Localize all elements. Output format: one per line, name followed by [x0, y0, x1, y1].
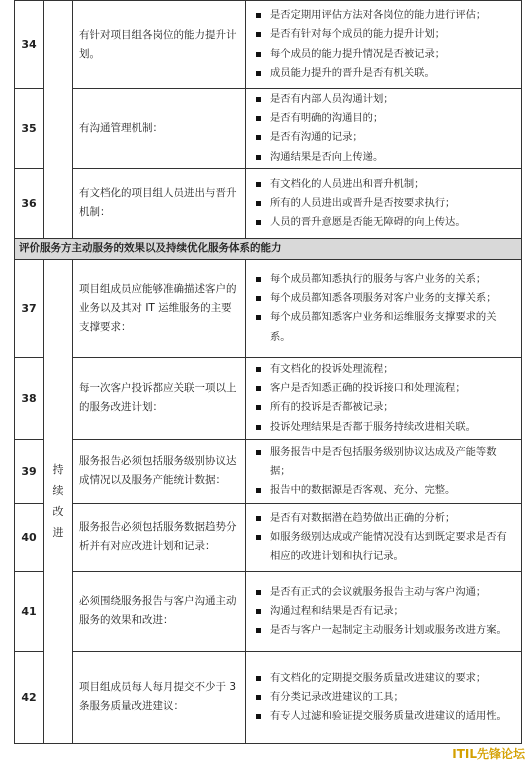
- criteria-item: 有文档化的定期提交服务质量改进建议的要求；: [250, 669, 517, 688]
- criteria-cell: [246, 651, 522, 743]
- item-number: 39: [15, 439, 44, 503]
- criteria-item: 所有的投诉是否都被记录；: [250, 398, 517, 417]
- criteria-item: 所有的人员进出或晋升是否按要求执行；: [250, 194, 517, 213]
- criteria-item: 投诉处理结果是否都于服务持续改进相关联。: [250, 418, 517, 437]
- criteria-item: 人员的晋升意愿是否能无障碍的向上传达。: [250, 213, 517, 232]
- criteria-list: [250, 175, 517, 233]
- table-row: [15, 651, 522, 743]
- requirement-text: 每一次客户投诉都应关联一项以上的服务改进计划：: [73, 357, 246, 439]
- criteria-list: [250, 360, 517, 437]
- item-number: 41: [15, 571, 44, 651]
- criteria-item: 是否有针对每个成员的能力提升计划；: [250, 25, 517, 44]
- table-row: [15, 503, 522, 571]
- criteria-item: 是否有明确的沟通目的；: [250, 109, 517, 128]
- criteria-cell: [246, 571, 522, 651]
- criteria-item: 报告中的数据源是否客观、充分、完整。: [250, 481, 517, 500]
- item-number: 34: [15, 1, 44, 89]
- criteria-cell: [246, 357, 522, 439]
- criteria-item: 沟通过程和结果是否有记录；: [250, 602, 517, 621]
- item-number: 40: [15, 503, 44, 571]
- criteria-cell: [246, 259, 522, 357]
- document-page: [14, 0, 522, 768]
- criteria-item: 成员能力提升的晋升是否有机关联。: [250, 64, 517, 83]
- item-number: 35: [15, 89, 44, 169]
- criteria-item: 有专人过滤和验证提交服务质量改进建议的适用性。: [250, 707, 517, 726]
- table-row: [15, 168, 522, 238]
- criteria-item: 每个成员都知悉各项服务对客户业务的支撑关系；: [250, 289, 517, 308]
- criteria-cell: [246, 1, 522, 89]
- criteria-item: 是否有内部人员沟通计划；: [250, 90, 517, 109]
- criteria-list: [250, 443, 517, 501]
- criteria-item: 服务报告中是否包括服务级别协议达成及产能等数据；: [250, 443, 517, 481]
- criteria-item: 是否定期用评估方法对各岗位的能力进行评估；: [250, 6, 517, 25]
- criteria-item: 有文档化的人员进出和晋升机制；: [250, 175, 517, 194]
- criteria-list: [250, 509, 517, 567]
- table-row: [15, 259, 522, 357]
- criteria-item: 每个成员都知悉执行的服务与客户业务的关系；: [250, 270, 517, 289]
- criteria-cell: [246, 439, 522, 503]
- criteria-item: 每个成员都知悉客户业务和运维服务支撑要求的关系。: [250, 308, 517, 346]
- item-number: 36: [15, 168, 44, 238]
- criteria-list: [250, 669, 517, 727]
- requirement-text: 项目组成员应能够准确描述客户的业务以及其对 IT 运维服务的主要支撑要求：: [73, 259, 246, 357]
- criteria-cell: [246, 89, 522, 169]
- criteria-item: 沟通结果是否向上传递。: [250, 148, 517, 167]
- category-label: 持续改进: [52, 463, 64, 540]
- criteria-cell: [246, 503, 522, 571]
- requirement-text: 有针对项目组各岗位的能力提升计划。: [73, 1, 246, 89]
- criteria-item: 如服务级别达成或产能情况没有达到既定要求是否有相应的改进计划和执行记录。: [250, 528, 517, 566]
- criteria-item: 是否有正式的会议就服务报告主动与客户沟通；: [250, 583, 517, 602]
- criteria-item: 客户是否知悉正确的投诉接口和处理流程；: [250, 379, 517, 398]
- requirement-text: 有沟通管理机制：: [73, 89, 246, 169]
- table-row: [15, 1, 522, 89]
- assessment-table: [14, 0, 522, 744]
- criteria-item: 是否有对数据潜在趋势做出正确的分析；: [250, 509, 517, 528]
- assessment-table-body: [15, 1, 522, 744]
- item-number: 37: [15, 259, 44, 357]
- criteria-list: [250, 90, 517, 167]
- criteria-item: 是否有沟通的记录；: [250, 128, 517, 147]
- requirement-text: 有文档化的项目组人员进出与晋升机制：: [73, 168, 246, 238]
- criteria-item: 是否与客户一起制定主动服务计划或服务改进方案。: [250, 621, 517, 640]
- table-row: [15, 89, 522, 169]
- item-number: 38: [15, 357, 44, 439]
- criteria-item: 有分类记录改进建议的工具；: [250, 688, 517, 707]
- criteria-cell: [246, 168, 522, 238]
- category-cell: [44, 259, 73, 743]
- table-row: [15, 357, 522, 439]
- table-row: [15, 571, 522, 651]
- footer-logo: ITIL先锋论坛: [452, 747, 525, 761]
- section-title: 评价服务方主动服务的效果以及持续优化服务体系的能力: [15, 238, 522, 259]
- criteria-item: 有文档化的投诉处理流程；: [250, 360, 517, 379]
- section-header-row: [15, 238, 522, 259]
- category-cell-empty: [44, 1, 73, 239]
- criteria-list: [250, 6, 517, 83]
- item-number: 42: [15, 651, 44, 743]
- criteria-list: [250, 270, 517, 347]
- table-row: [15, 439, 522, 503]
- requirement-text: 项目组成员每人每月提交不少于 3 条服务质量改进建议：: [73, 651, 246, 743]
- requirement-text: 服务报告必须包括服务数据趋势分析并有对应改进计划和记录：: [73, 503, 246, 571]
- requirement-text: 必须围绕服务报告与客户沟通主动服务的效果和改进：: [73, 571, 246, 651]
- criteria-list: [250, 583, 517, 641]
- criteria-item: 每个成员的能力提升情况是否被记录；: [250, 45, 517, 64]
- requirement-text: 服务报告必须包括服务级别协议达成情况以及服务产能统计数据：: [73, 439, 246, 503]
